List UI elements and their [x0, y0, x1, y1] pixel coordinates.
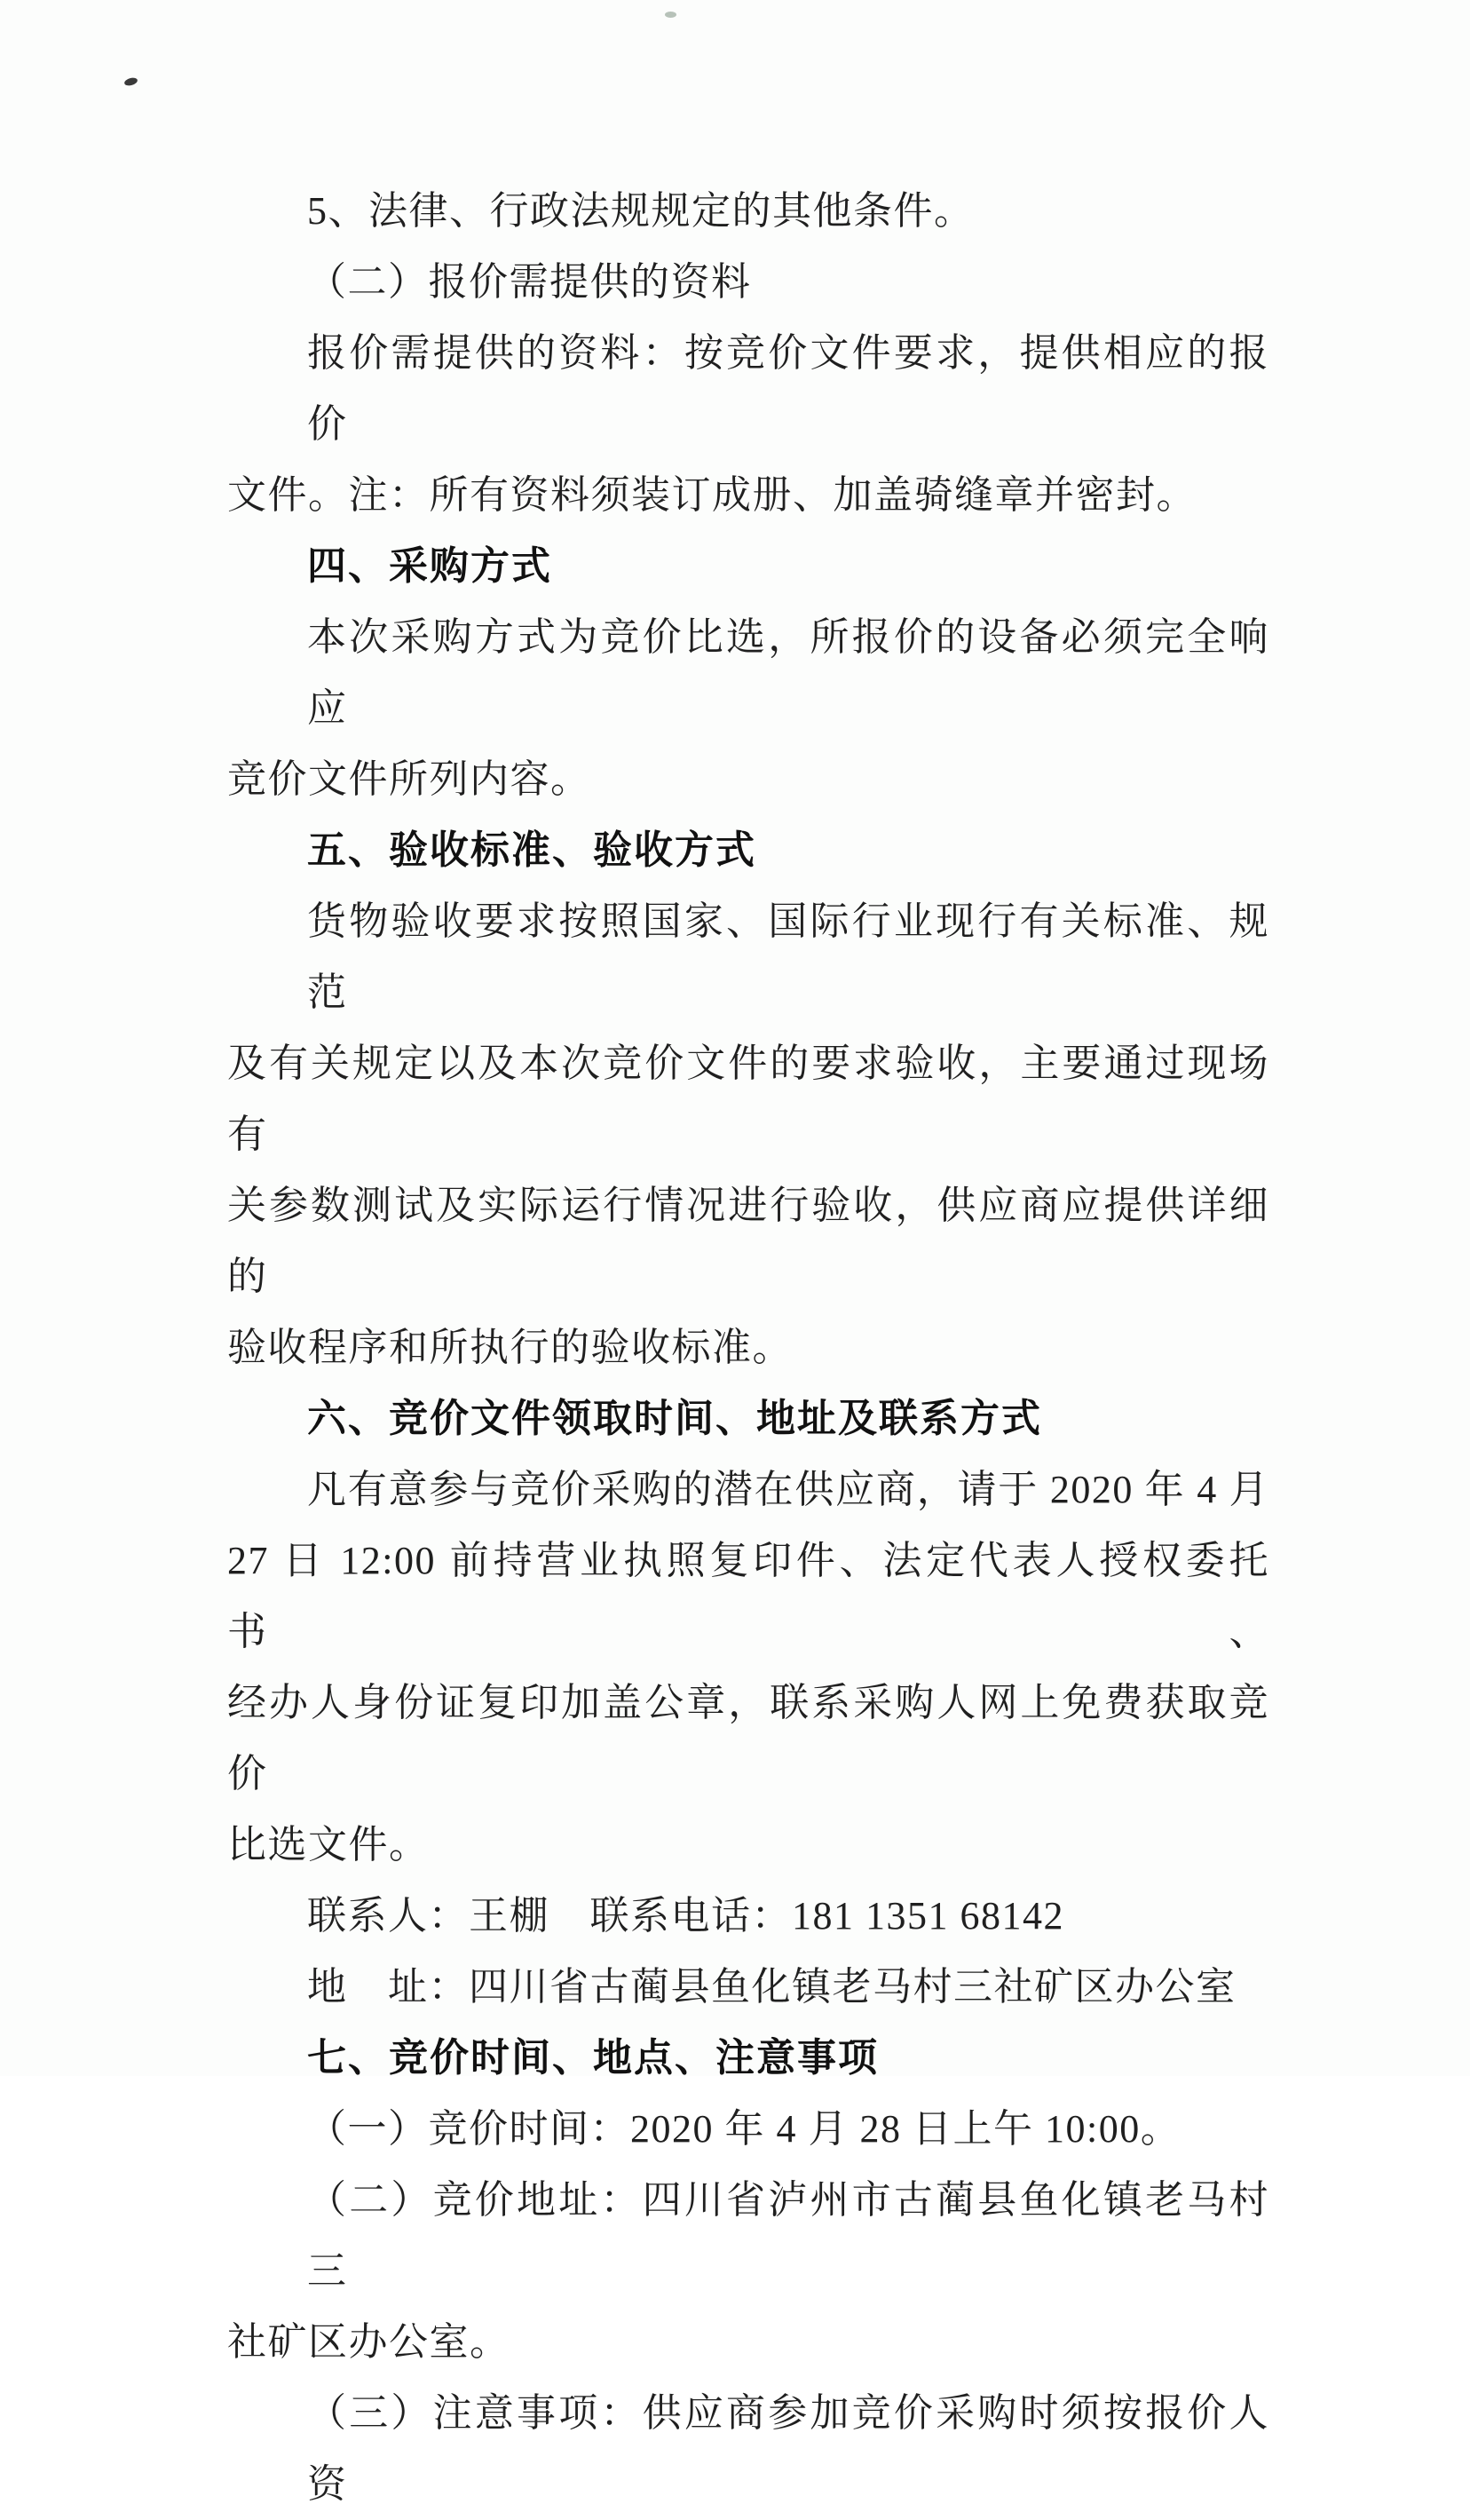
text-line: 5、法律、行政法规规定的其他条件。 [307, 189, 975, 233]
text-line: 社矿区办公室。 [227, 2320, 510, 2364]
section-heading: 五、验收标准、验收方式 [307, 828, 756, 872]
text-line: 凡有意参与竞价采购的潜在供应商，请于 2020 年 4 月 [307, 1468, 1269, 1511]
section-heading: 六、竞价文件领取时间、地址及联系方式 [307, 1397, 1042, 1440]
scan-artifact [665, 12, 676, 18]
text-line: （二）报价需提供的资料 [307, 260, 752, 304]
ink-speck [123, 76, 138, 87]
text-line: 及有关规定以及本次竞价文件的要求验收，主要通过现场有 [227, 1042, 1269, 1156]
section-heading: 七、竞价时间、地点、注意事项 [307, 2036, 879, 2080]
text-line: （三）注意事项：供应商参加竞价采购时须按报价人资 [307, 2391, 1269, 2506]
text-line: 报价需提供的资料：按竞价文件要求，提供相应的报价 [307, 331, 1269, 446]
document-body [227, 176, 1269, 2520]
text-line: 地 址：四川省古蔺县鱼化镇老马村三社矿区办公室 [307, 1965, 1237, 2009]
text-line: （二）竞价地址：四川省泸州市古蔺县鱼化镇老马村三 [307, 2178, 1269, 2293]
text-line: 联系人：王棚 联系电话：181 1351 68142 [307, 1894, 1064, 1938]
text-line: 本次采购方式为竞价比选，所报价的设备必须完全响应 [307, 615, 1269, 730]
text-line: （一）竞价时间：2020 年 4 月 28 日上午 10:00。 [307, 2107, 1182, 2151]
section-heading: 四、采购方式 [307, 544, 552, 588]
text-line: 关参数测试及实际运行情况进行验收，供应商应提供详细的 [227, 1184, 1269, 1298]
text-line: 比选文件。 [227, 1823, 430, 1866]
text-line: 验收程序和所执行的验收标准。 [227, 1326, 793, 1369]
text-line: 货物验收要求按照国家、国际行业现行有关标准、规范 [307, 899, 1269, 1014]
text-line: 竞价文件所列内容。 [227, 757, 591, 801]
text-line: 文件。注：所有资料须装订成册、加盖骑缝章并密封。 [227, 473, 1197, 517]
text-line: 27 日 12:00 前持营业执照复印件、法定代表人授权委托书、 [227, 1539, 1269, 1653]
text-line: 经办人身份证复印加盖公章，联系采购人网上免费获取竞价 [227, 1681, 1269, 1795]
